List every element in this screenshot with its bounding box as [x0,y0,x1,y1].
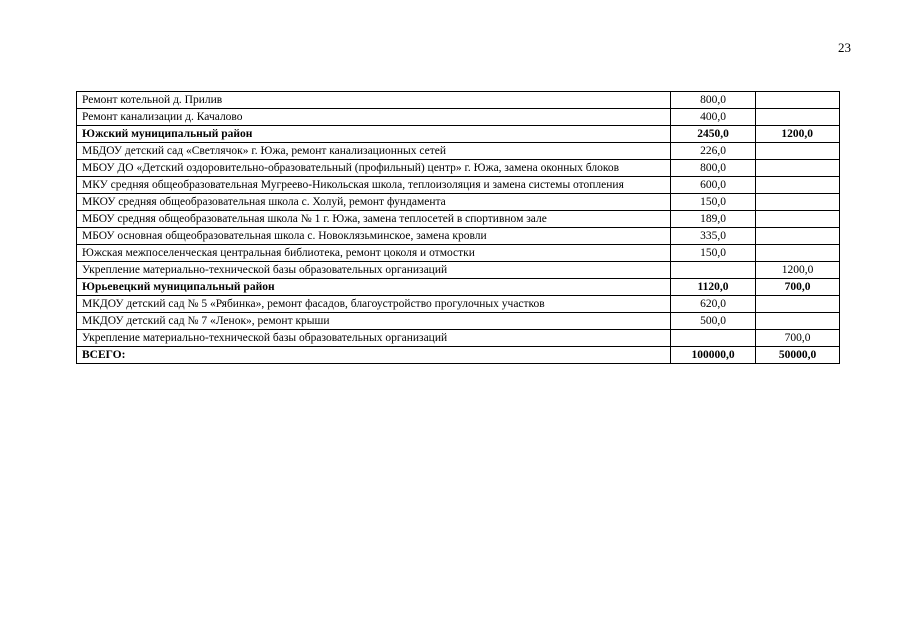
table-row [77,262,840,279]
row-name-cell: МКДОУ детский сад № 5 «Рябинка», ремонт фасадов, благоустройство прогулочных участков [77,296,671,313]
row-value2-cell [756,177,840,194]
row-name-cell: МБОУ средняя общеобразовательная школа № 1 г. Южа, замена теплосетей в спортивном зале [77,211,671,228]
table-row [77,160,840,177]
row-value2-cell: 700,0 [756,330,840,347]
row-value2-cell [756,211,840,228]
row-name-cell: Укрепление материально-технической базы образовательных организаций [77,330,671,347]
row-name-cell: МКУ средняя общеобразовательная Мугреево-Никольская школа, теплоизоляция и замена системы отопления [77,177,671,194]
row-value-cell: 2450,0 [671,126,756,143]
row-value-cell: 189,0 [671,211,756,228]
row-value2-cell: 1200,0 [756,126,840,143]
budget-table [76,91,840,364]
row-name-cell: МБОУ основная общеобразовательная школа с. Новоклязьминское, замена кровли [77,228,671,245]
row-value-cell: 1120,0 [671,279,756,296]
table-row [77,177,840,194]
table-row-section [77,279,840,296]
row-value-cell: 400,0 [671,109,756,126]
row-name-cell: Ремонт канализации д. Качалово [77,109,671,126]
row-value-cell: 800,0 [671,92,756,109]
row-name-cell: Юрьевецкий муниципальный район [77,279,671,296]
row-value-cell: 100000,0 [671,347,756,364]
row-value2-cell [756,109,840,126]
table-row [77,211,840,228]
page-number: 23 [838,40,851,55]
row-value2-cell: 1200,0 [756,262,840,279]
row-value2-cell: 50000,0 [756,347,840,364]
row-value-cell: 150,0 [671,194,756,211]
row-value2-cell [756,228,840,245]
row-name-cell: Ремонт котельной д. Прилив [77,92,671,109]
row-value-cell: 600,0 [671,177,756,194]
row-value-cell [671,262,756,279]
row-value2-cell: 700,0 [756,279,840,296]
row-value2-cell [756,92,840,109]
table-row [77,313,840,330]
table-row [77,296,840,313]
table-row [77,194,840,211]
row-value-cell: 500,0 [671,313,756,330]
row-name-cell: ВСЕГО: [77,347,671,364]
row-name-cell: Укрепление материально-технической базы образовательных организаций [77,262,671,279]
row-value-cell [671,330,756,347]
table-row [77,143,840,160]
row-value2-cell [756,160,840,177]
row-name-cell: МБДОУ детский сад «Светлячок» г. Южа, ремонт канализационных сетей [77,143,671,160]
table-row [77,245,840,262]
row-value2-cell [756,296,840,313]
table-row [77,330,840,347]
row-name-cell: МКДОУ детский сад № 7 «Ленок», ремонт крыши [77,313,671,330]
row-name-cell: МКОУ средняя общеобразовательная школа с. Холуй, ремонт фундамента [77,194,671,211]
row-name-cell: Южская межпоселенческая центральная библиотека, ремонт цоколя и отмостки [77,245,671,262]
table-row-section [77,126,840,143]
table-row [77,109,840,126]
row-value-cell: 226,0 [671,143,756,160]
row-value-cell: 800,0 [671,160,756,177]
row-value2-cell [756,143,840,160]
row-value-cell: 150,0 [671,245,756,262]
row-value2-cell [756,245,840,262]
row-name-cell: Южский муниципальный район [77,126,671,143]
table-row-section [77,347,840,364]
row-value2-cell [756,313,840,330]
table-row [77,228,840,245]
table-row [77,92,840,109]
row-value2-cell [756,194,840,211]
row-name-cell: МБОУ ДО «Детский оздоровительно-образовательный (профильный) центр» г. Южа, замена оконных блоков [77,160,671,177]
row-value-cell: 335,0 [671,228,756,245]
row-value-cell: 620,0 [671,296,756,313]
